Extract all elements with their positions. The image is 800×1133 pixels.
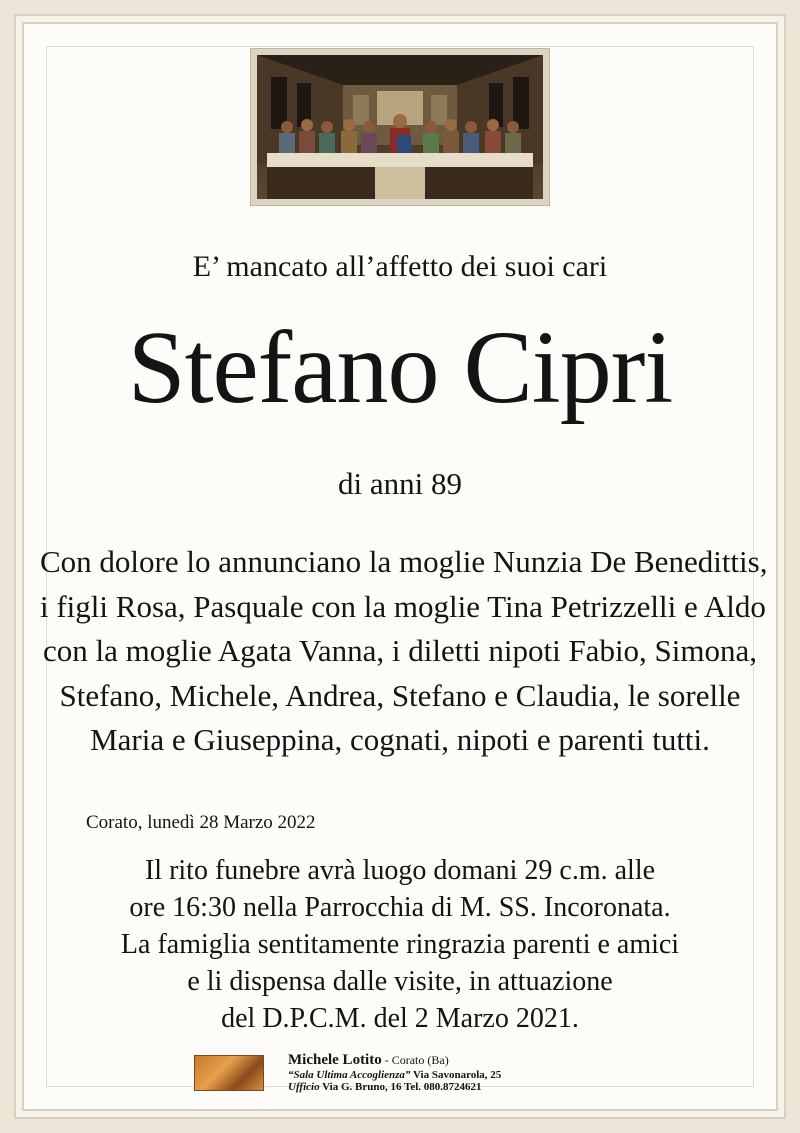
agency-name: Michele Lotito xyxy=(288,1052,382,1068)
announcement-paragraph xyxy=(40,540,768,763)
place-date: Corato, lunedì 28 Marzo 2022 xyxy=(86,812,316,833)
rite-line: del D.P.C.M. del 2 Marzo 2021. xyxy=(221,1003,579,1034)
announcement-line: Con dolore lo annunciano la moglie Nunzia De Benedittis, xyxy=(40,544,768,579)
agency-office-line xyxy=(288,1081,482,1093)
rite-line: Il rito funebre avrà luogo domani 29 c.m. alle xyxy=(144,855,656,886)
agency-city: - Corato (Ba) xyxy=(381,1053,449,1067)
deceased-name: Stefano Cipri xyxy=(127,310,673,425)
rite-line: ore 16:30 nella Parrocchia di M. SS. Incoronata. xyxy=(129,892,671,923)
rite-line: La famiglia sentitamente ringrazia parenti e amici xyxy=(120,929,680,960)
last-supper-illustration xyxy=(257,55,543,199)
intro-text: E’ mancato all’affetto dei suoi cari xyxy=(192,250,608,283)
last-supper-painting xyxy=(251,49,549,205)
agency-logo xyxy=(194,1055,264,1091)
rite-line: e li dispensa dalle visite, in attuazione xyxy=(187,966,613,997)
deceased-age: di anni 89 xyxy=(338,466,462,501)
rite-paragraph xyxy=(40,852,760,1037)
agency-hall-address: Via Savonarola, 25 xyxy=(410,1069,502,1081)
agency-hall-line xyxy=(288,1069,501,1081)
agency-office-label: Ufficio xyxy=(288,1081,320,1093)
agency-office-address: Via G. Bruno, 16 Tel. 080.8724621 xyxy=(319,1081,482,1093)
announcement-line: con la moglie Agata Vanna, i diletti nipoti Fabio, Simona, xyxy=(42,633,758,668)
agency-name-line xyxy=(288,1052,449,1069)
announcement-line: i figli Rosa, Pasquale con la moglie Tina Petrizzelli e Aldo xyxy=(40,588,766,624)
agency-footer xyxy=(194,1052,614,1092)
announcement-line: Stefano, Michele, Andrea, Stefano e Claudia, le sorelle xyxy=(59,677,741,713)
announcement-line: Maria e Giuseppina, cognati, nipoti e parenti tutti. xyxy=(90,722,710,757)
agency-hall: “Sala Ultima Accoglienza” xyxy=(288,1069,411,1081)
